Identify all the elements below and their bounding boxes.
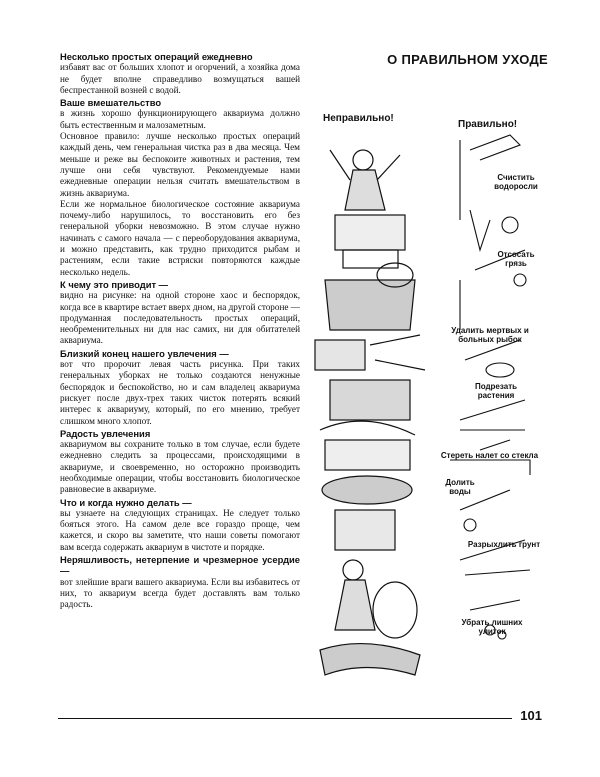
caption-7: Разрыхлить грунт <box>467 540 541 549</box>
paragraph: видно на рисунке: на одной стороне хаос и беспорядок, когда все в квартире встает вверх дном, на другой стороне — продуманная последовательность простых операций, необременительных ни для нас самих, ни для обитателей аквариума. <box>60 290 300 346</box>
caption-3: Удалить мертвых и больных рыбок <box>451 326 529 344</box>
caption-1: Счистить водоросли <box>494 173 538 191</box>
subheading: Радость увлечения <box>60 427 151 439</box>
caption-4: Подрезать растения <box>474 382 518 400</box>
paragraph: вот что пророчит левая часть рисунка. При таких генеральных уборках не только создаются ненужные беспорядок и беспокойство, но и сам владелец аквариума рискует после двух-трех таких чисток потерять всякий интерес к аквариуму, который, по его мнению, требует слишком много хлопот. <box>60 359 300 426</box>
paragraph: Основное правило: лучше несколько простых операций каждый день, чем генеральная чистка раз в два месяца. Чем меньше и реже вы беспокоите животных и растения, тем лучше они себя чувствуют. Рекомендуемые нами ежедневные операции нельзя считать вмешательством в жизнь аквариума. <box>60 131 300 198</box>
label-right: Правильно! <box>458 119 518 130</box>
caption-5: Стереть налет со стекла <box>440 451 539 460</box>
label-wrong: Неправильно! <box>323 113 394 124</box>
chaos-illustration <box>305 130 430 690</box>
correct-operations-illustration <box>440 130 550 670</box>
paragraph: избавят вас от больших хлопот и огорчений, а хозяйка дома не будет вполне справедливо возмущаться вашей беспрестанной возней с водой. <box>60 62 300 95</box>
footer-rule <box>58 718 512 719</box>
subheading: К чему это приводит — <box>60 278 169 290</box>
paragraph: вот злейшие враги вашего аквариума. Если вы избавитесь от них, то аквариум всегда будет доставлять вам только радость. <box>60 576 300 610</box>
page-title: О ПРАВИЛЬНОМ УХОДЕ <box>387 52 548 67</box>
subheading: Близкий конец нашего увлечения — <box>60 347 229 359</box>
paragraph: Если же нормальное биологическое состояние аквариума почему-либо нарушилось, то восстановить его без генеральной уборки невозможно. В этом случае нужно начинать с самого начала — с переоборудования аквариума, и можно представить, как трудно приходится рыбам и растениям, если такие встряски повторяются каждые несколько недель. <box>60 198 300 277</box>
subheading: Что и когда нужно делать — <box>60 496 192 508</box>
subheading: Ваше вмешательство <box>60 97 162 109</box>
caption-2: Отсосать грязь <box>497 250 535 268</box>
paragraph: вы узнаете на следующих страницах. Не следует только бояться этого. На самом деле все гораздо проще, чем кажется, и скоро вы заметите, что наши советы помогают вам всегда содержать аквариум в чистоте и порядке. <box>60 507 300 552</box>
paragraph: аквариумом вы сохраните только в том случае, если будете ежедневно следить за процессами, происходящими в аквариуме, и своевременно, но осторожно производить необходимые операции, чтобы восстановить биологическое равновесие в аквариуме. <box>60 439 300 495</box>
caption-8: Убрать лишних улиток <box>461 618 523 636</box>
page-number: 101 <box>520 708 542 723</box>
paragraph: в жизнь хорошо функционирующего аквариума должно быть естественным и малозаметным. <box>60 108 300 130</box>
subheading: Неряшливость, нетерпение и чрезмерное усердие — <box>60 554 300 577</box>
body-text-column <box>60 50 300 611</box>
subheading: Несколько простых операций ежедневно <box>60 51 253 62</box>
caption-6: Долить воды <box>445 478 475 496</box>
